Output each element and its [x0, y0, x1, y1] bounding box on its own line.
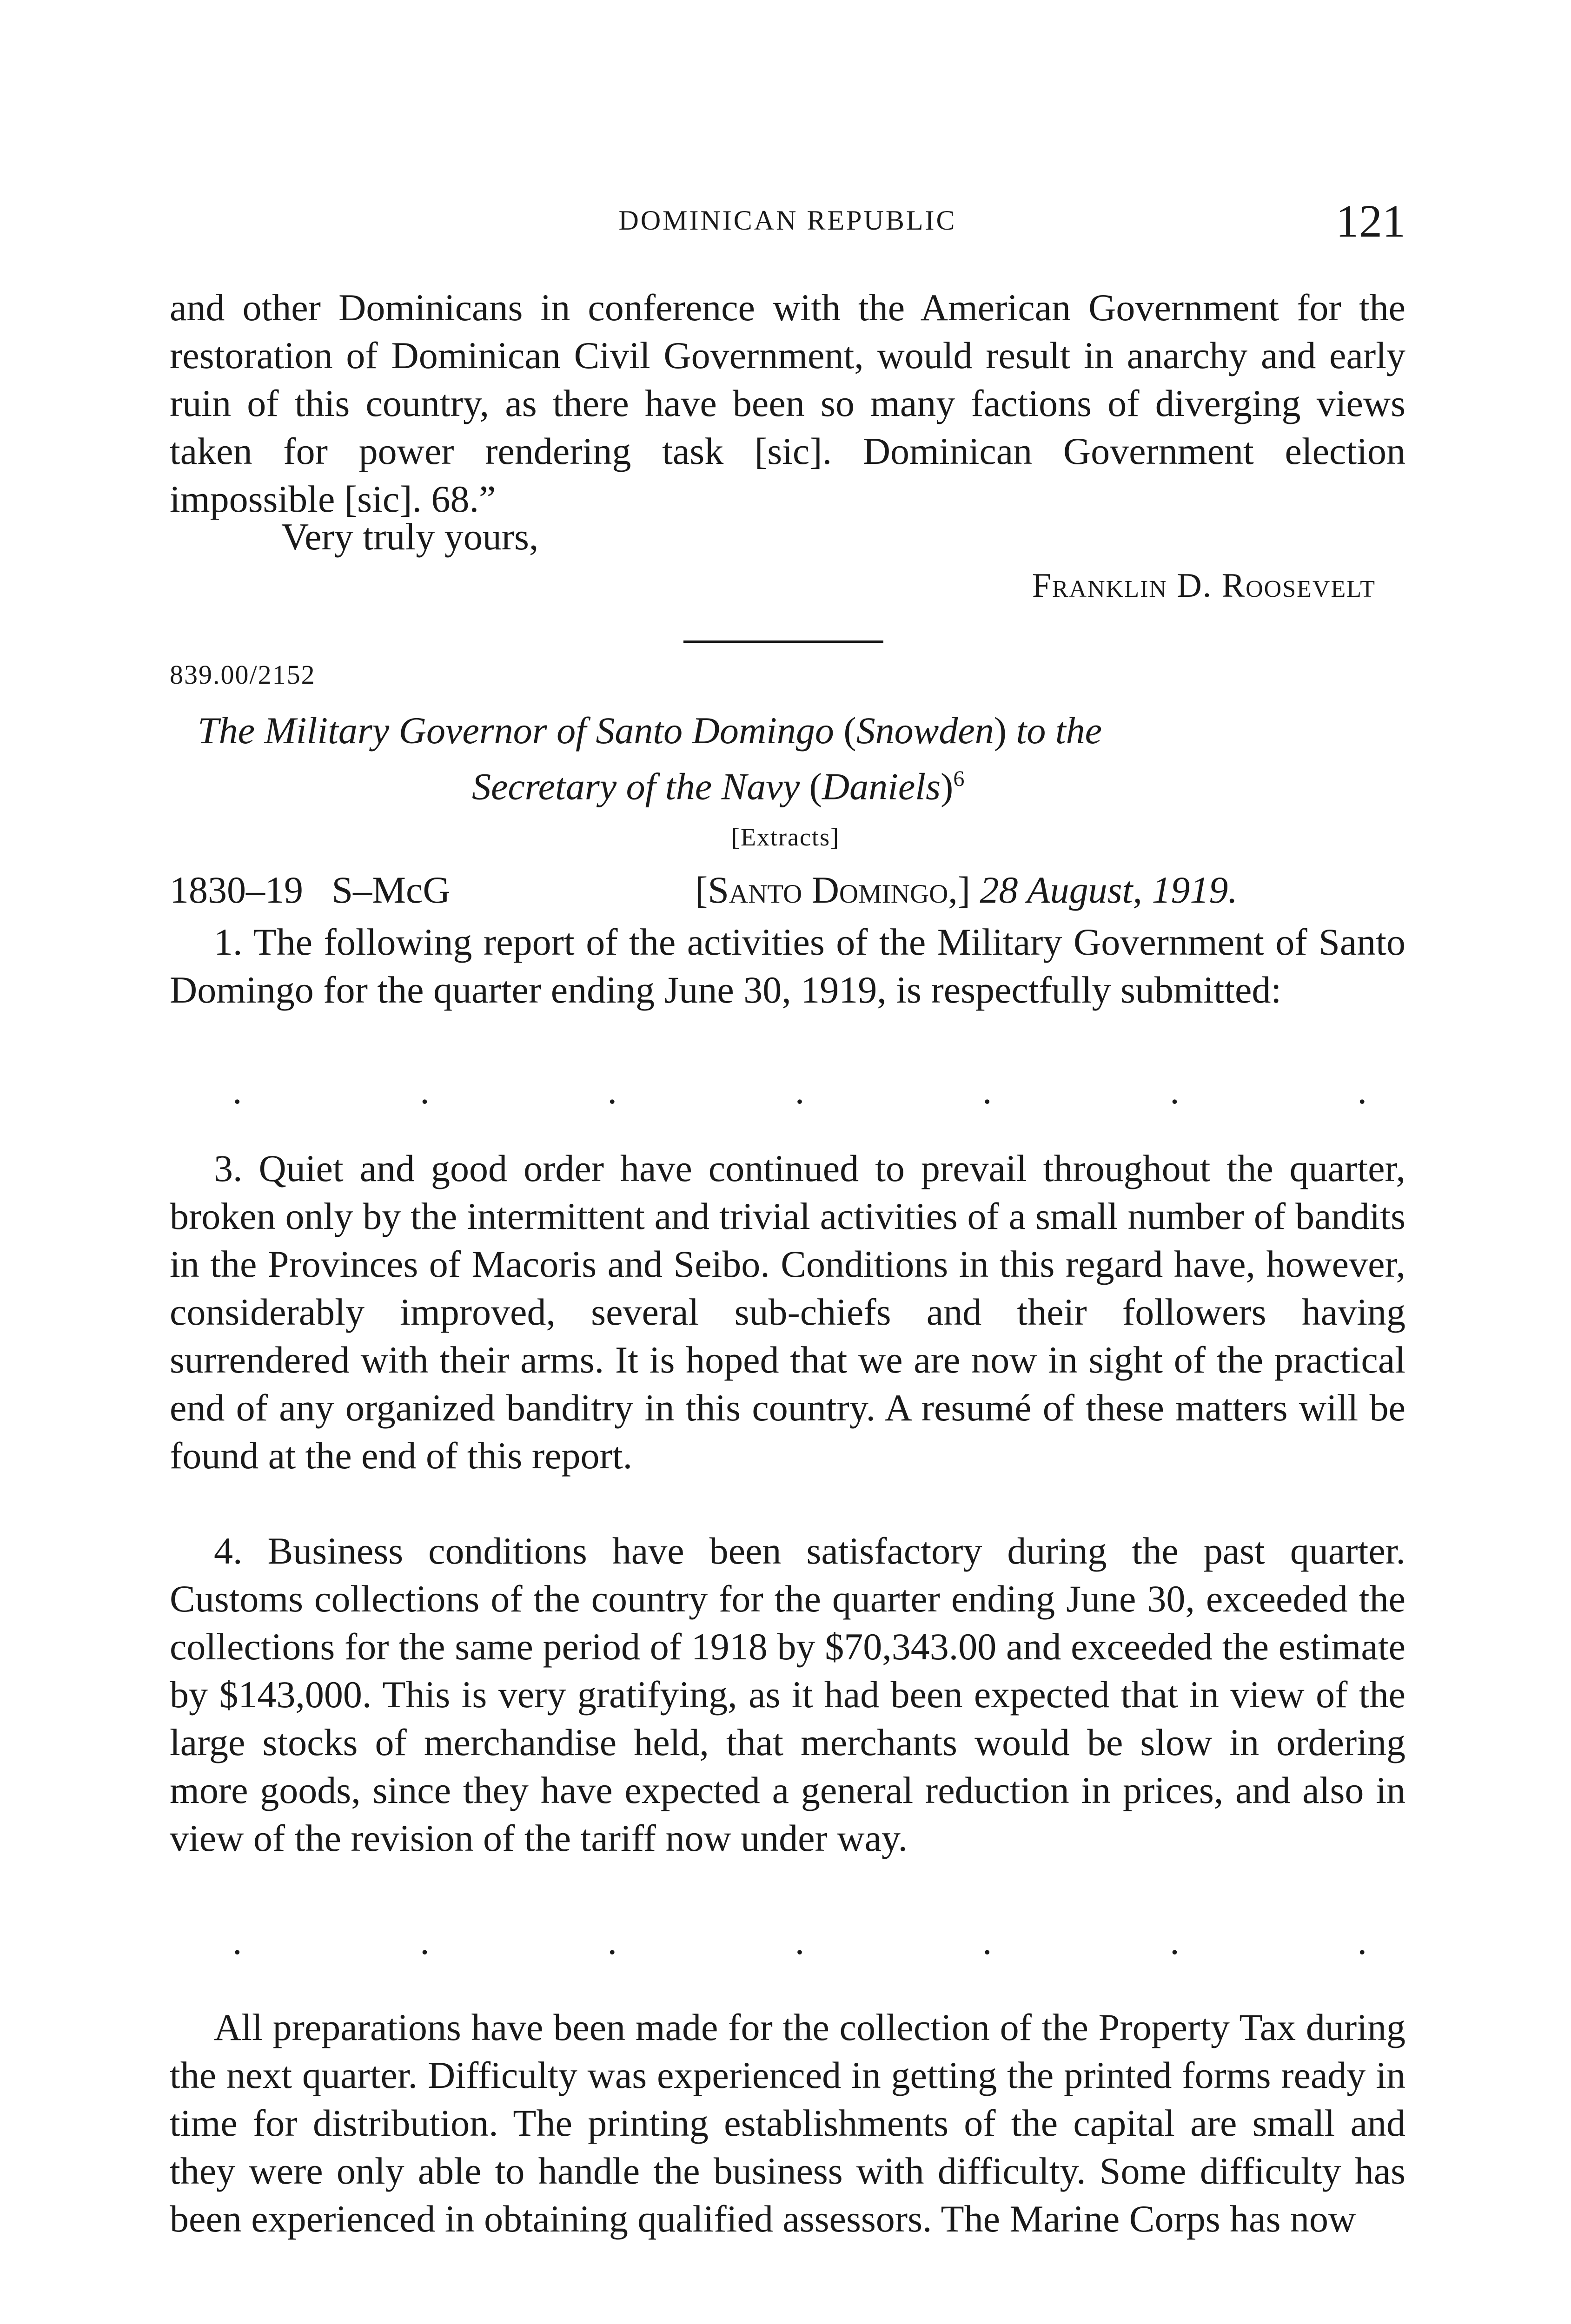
place-and-date: [Santo Domingo,] 28 August, 1919.: [695, 869, 1238, 911]
letter-continuation: [170, 284, 1405, 523]
ellipsis-row: . . . . . . .: [232, 1070, 1367, 1112]
report-paragraph-1: 1. The following report of the activities of the Military Government of Santo Domingo for the quarter ending June 30, 1919, is respectfully submitted:: [170, 921, 1405, 1011]
running-head: DOMINICAN REPUBLIC: [618, 205, 957, 236]
page-header: [170, 194, 1405, 255]
footnote-reference: 6: [953, 766, 965, 791]
dateline: [170, 868, 1405, 919]
section-divider: [683, 640, 883, 643]
file-number: 839.00/2152: [170, 660, 316, 690]
letter-paragraph: and other Dominicans in conference with the American Government for the restoration of Dominican Civil Government, would result in anarchy and early ruin of this country, as there have been so many factions of diverging views taken for power rendering task [sic]. Dominican Government election impossible [sic]. 68.”: [170, 286, 1405, 520]
extracts-label: [Extracts]: [731, 823, 840, 851]
document-title-line-1: The Military Governor of Santo Domingo (Snowden) to the: [198, 709, 1102, 752]
reference-number: 1830–19 S–McG: [170, 869, 451, 911]
document-date: 28 August, 1919.: [980, 869, 1238, 911]
report-paragraph-5: All preparations have been made for the collection of the Property Tax during the next quarter. Difficulty was experienced in getting the printed forms ready in time for distribution. The printing establishments of the capital are small and they were only able to handle the business with difficulty. Some difficulty has been experienced in obtaining qualified assessors. The Marine Corps has now: [170, 2006, 1405, 2240]
page-number: 121: [1336, 195, 1405, 247]
letter-signature: Franklin D. Roosevelt: [1032, 567, 1376, 605]
document-title-line-2: Secretary of the Navy (Daniels)$^6$: [472, 765, 965, 808]
document-title: [170, 706, 1405, 811]
letter-closing: Very truly yours,: [281, 515, 539, 558]
report-paragraph-4: 4. Business conditions have been satisfactory during the past quarter. Customs collections of the country for the quarter ending June 30, exceeded the collections for the same period of 1918 by $70,343.00 and exceeded the estimate by $143,000. This is very gratifying, as it had been expected that in view of the large stocks of merchandise held, that merchants would be slow in ordering more goods, since they have expected a general reduction in prices, and also in view of the revision of the tariff now under way.: [170, 1530, 1405, 1859]
ellipsis-row: . . . . . . .: [232, 1920, 1367, 1962]
report-paragraph-3: 3. Quiet and good order have continued to prevail throughout the quarter, broken only by the intermittent and trivial activities of a small number of bandits in the Provinces of Macoris and Seibo. Conditions in this regard have, however, considerably improved, several sub-chiefs and their followers having surrendered with their arms. It is hoped that we are now in sight of the practical end of any organized banditry in this country. A resumé of these matters will be found at the end of this report.: [170, 1147, 1405, 1477]
